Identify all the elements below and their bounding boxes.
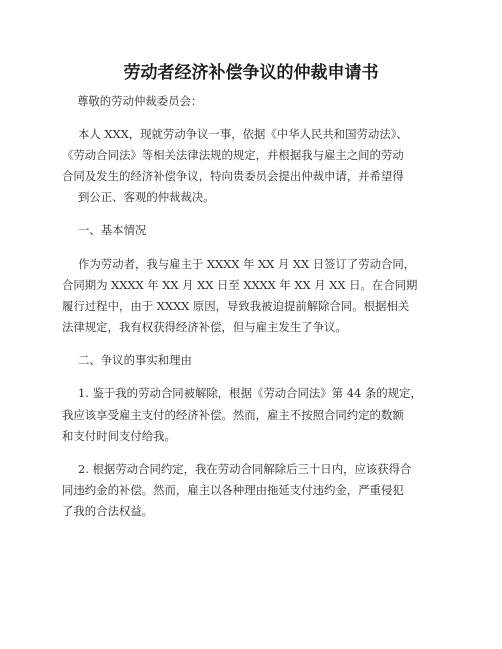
paragraph-1-line-4: 到公正、客观的仲裁裁决。: [78, 190, 215, 204]
paragraph-2-line-1: 作为劳动者，我与雇主于 XXXX 年 XX 月 XX 日签订了劳动合同，: [78, 257, 416, 271]
paragraph-4-line-3: 了我的合法权益。: [62, 504, 154, 518]
section-heading-basic-info: 一、基本情况: [78, 223, 147, 237]
document-title: 劳动者经济补偿争议的仲裁申请书: [123, 63, 379, 83]
paragraph-2-line-4: 法律规定，我有权获得经济补偿，但与雇主发生了争议。: [62, 320, 347, 334]
paragraph-4-line-1: 2. 根据劳动合同约定，我在劳动合同解除后三十日内，应该获得合: [78, 462, 412, 476]
paragraph-3-line-1: 1. 鉴于我的劳动合同被解除，根据《劳动合同法》第 44 条的规定，: [78, 386, 422, 400]
paragraph-3-line-2: 我应该享受雇主支付的经济补偿。然而，雇主不按照合同约定的数额: [62, 408, 404, 422]
paragraph-1-line-3: 合同及发生的经济补偿争议，特向贵委员会提出仲裁申请，并希望得: [62, 169, 404, 183]
paragraph-2-line-2: 合同期为 XXXX 年 XX 月 XX 日至 XXXX 年 XX 月 XX 日。在合同期: [62, 278, 418, 292]
paragraph-3-line-3: 和支付时间支付给我。: [62, 429, 176, 443]
salutation: 尊敬的劳动仲裁委员会：: [77, 94, 203, 108]
paragraph-1-line-1: 本人 XXX，现就劳动争议一事，依据《中华人民共和国劳动法》、: [78, 127, 408, 141]
paragraph-1-line-2: 《劳动合同法》等相关法律法规的规定，并根据我与雇主之间的劳动: [62, 148, 404, 162]
section-heading-dispute-facts: 二、争议的事实和理由: [78, 353, 192, 367]
paragraph-2-line-3: 履行过程中，由于 XXXX 原因，导致我被迫提前解除合同。根据相关: [62, 299, 410, 313]
paragraph-4-line-2: 同违约金的补偿。然而，雇主以各种理由拖延支付违约金，严重侵犯: [62, 483, 404, 497]
